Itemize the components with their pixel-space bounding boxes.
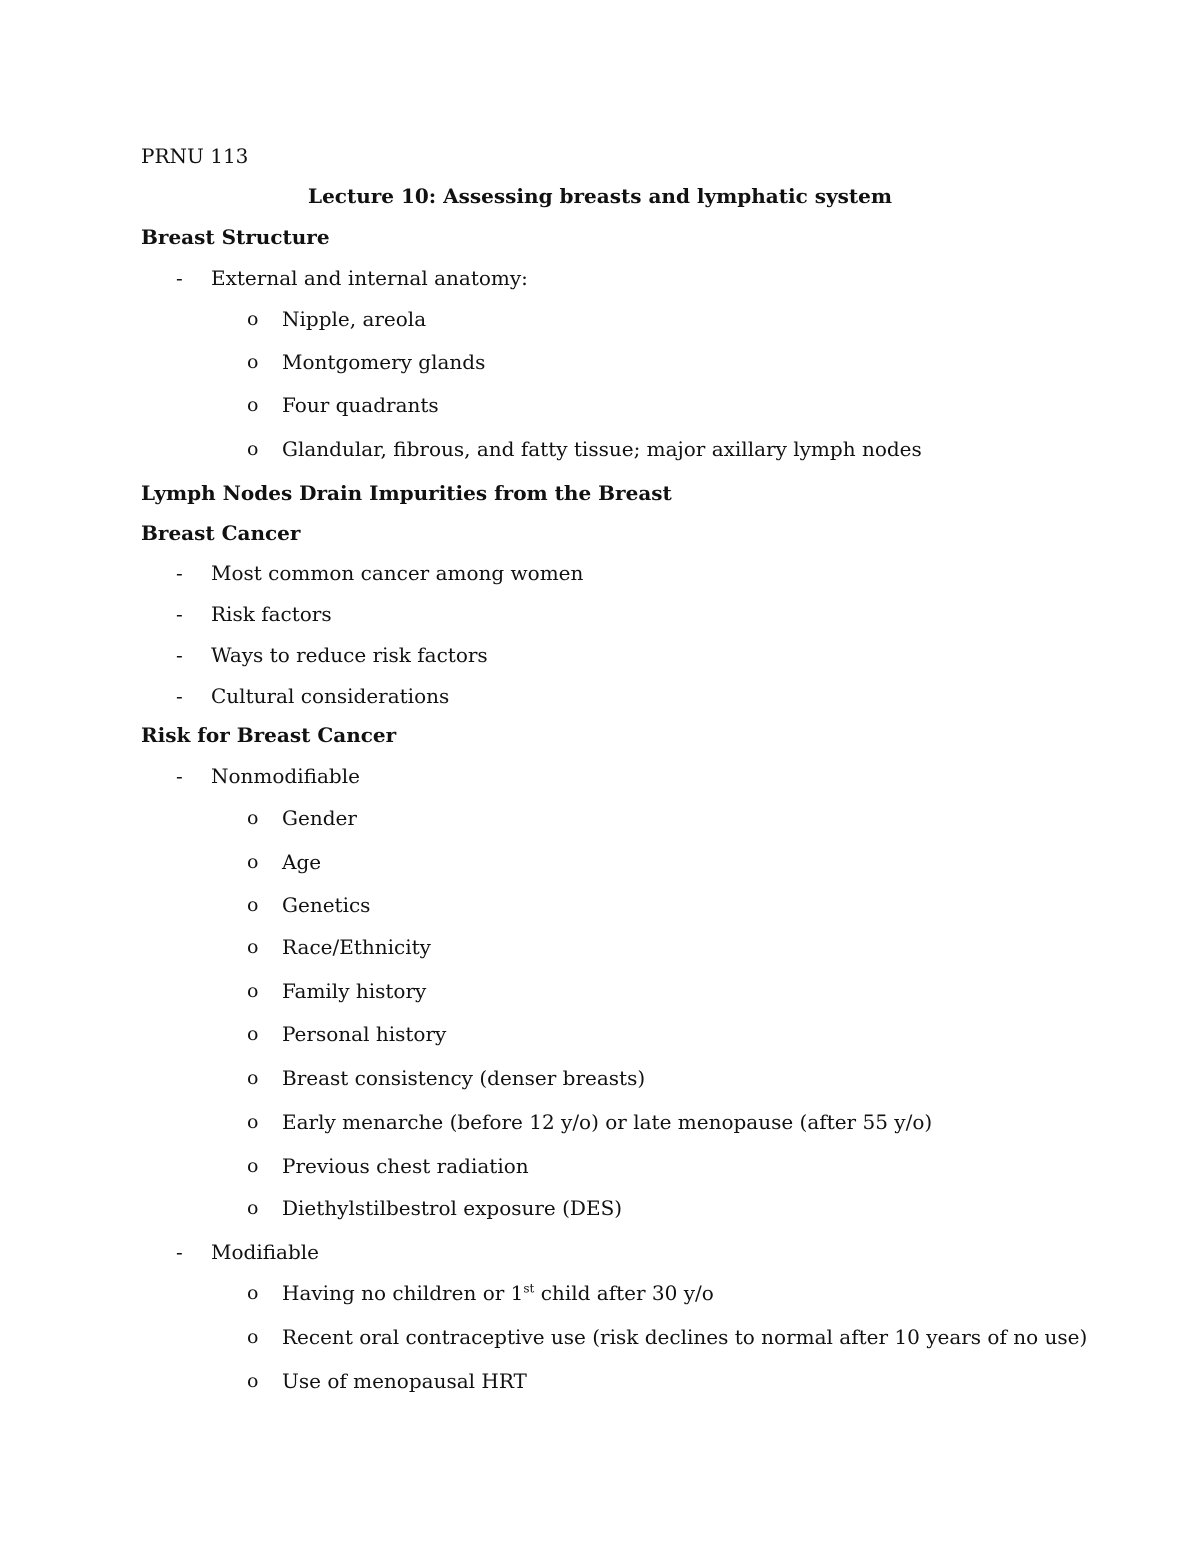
dash-marker: - — [176, 602, 183, 626]
list-item: Most common cancer among women — [211, 561, 584, 585]
dash-marker: - — [176, 643, 183, 667]
list-item: Risk factors — [211, 602, 332, 626]
dash-marker: - — [176, 561, 183, 585]
sub-list-item: Genetics — [282, 893, 371, 917]
heading-breast-structure: Breast Structure — [141, 225, 330, 249]
sub-list-item: Race/Ethnicity — [282, 935, 431, 959]
heading-risk-breast-cancer: Risk for Breast Cancer — [141, 723, 397, 747]
sub-list-item: Montgomery glands — [282, 350, 486, 374]
course-code: PRNU 113 — [141, 144, 249, 168]
dash-marker: - — [176, 266, 183, 290]
text-fragment: Having no children or 1 — [282, 1281, 524, 1305]
dash-marker: - — [176, 684, 183, 708]
bullet-marker: o — [247, 351, 259, 373]
list-item: Ways to reduce risk factors — [211, 643, 488, 667]
document-title: Lecture 10: Assessing breasts and lymphatic system — [308, 184, 892, 208]
list-item-modifiable: Modifiable — [211, 1240, 320, 1264]
bullet-marker: o — [247, 1023, 259, 1045]
ordinal-superscript: st — [523, 1281, 535, 1296]
bullet-marker: o — [247, 394, 259, 416]
text-fragment: child after 30 y/o — [534, 1281, 714, 1305]
dash-marker: - — [176, 1240, 183, 1264]
dash-marker: - — [176, 764, 183, 788]
sub-list-item: Nipple, areola — [282, 307, 427, 331]
bullet-marker: o — [247, 1111, 259, 1133]
sub-list-item: Previous chest radiation — [282, 1154, 529, 1178]
bullet-marker: o — [247, 308, 259, 330]
bullet-marker: o — [247, 1282, 259, 1304]
bullet-marker: o — [247, 1326, 259, 1348]
bullet-marker: o — [247, 851, 259, 873]
sub-list-item: Use of menopausal HRT — [282, 1369, 527, 1393]
sub-list-item: Four quadrants — [282, 393, 439, 417]
list-item-nonmodifiable: Nonmodifiable — [211, 764, 360, 788]
list-item: Cultural considerations — [211, 684, 450, 708]
sub-list-item: Early menarche (before 12 y/o) or late menopause (after 55 y/o) — [282, 1110, 933, 1134]
sub-list-item: Age — [282, 850, 322, 874]
sub-list-item: Family history — [282, 979, 427, 1003]
heading-lymph-nodes: Lymph Nodes Drain Impurities from the Breast — [141, 481, 672, 505]
bullet-marker: o — [247, 1067, 259, 1089]
sub-list-item: Recent oral contraceptive use (risk declines to normal after 10 years of no use) — [282, 1325, 1088, 1349]
sub-list-item: Personal history — [282, 1022, 447, 1046]
bullet-marker: o — [247, 894, 259, 916]
bullet-marker: o — [247, 1155, 259, 1177]
sub-list-item: Glandular, fibrous, and fatty tissue; major axillary lymph nodes — [282, 437, 922, 461]
bullet-marker: o — [247, 1197, 259, 1219]
sub-list-item: Breast consistency (denser breasts) — [282, 1066, 646, 1090]
sub-list-item: Gender — [282, 806, 357, 830]
bullet-marker: o — [247, 1370, 259, 1392]
heading-breast-cancer: Breast Cancer — [141, 521, 301, 545]
bullet-marker: o — [247, 980, 259, 1002]
bullet-marker: o — [247, 936, 259, 958]
list-item: External and internal anatomy: — [211, 266, 528, 290]
sub-list-item — [282, 1281, 714, 1305]
bullet-marker: o — [247, 807, 259, 829]
bullet-marker: o — [247, 438, 259, 460]
sub-list-item: Diethylstilbestrol exposure (DES) — [282, 1196, 623, 1220]
